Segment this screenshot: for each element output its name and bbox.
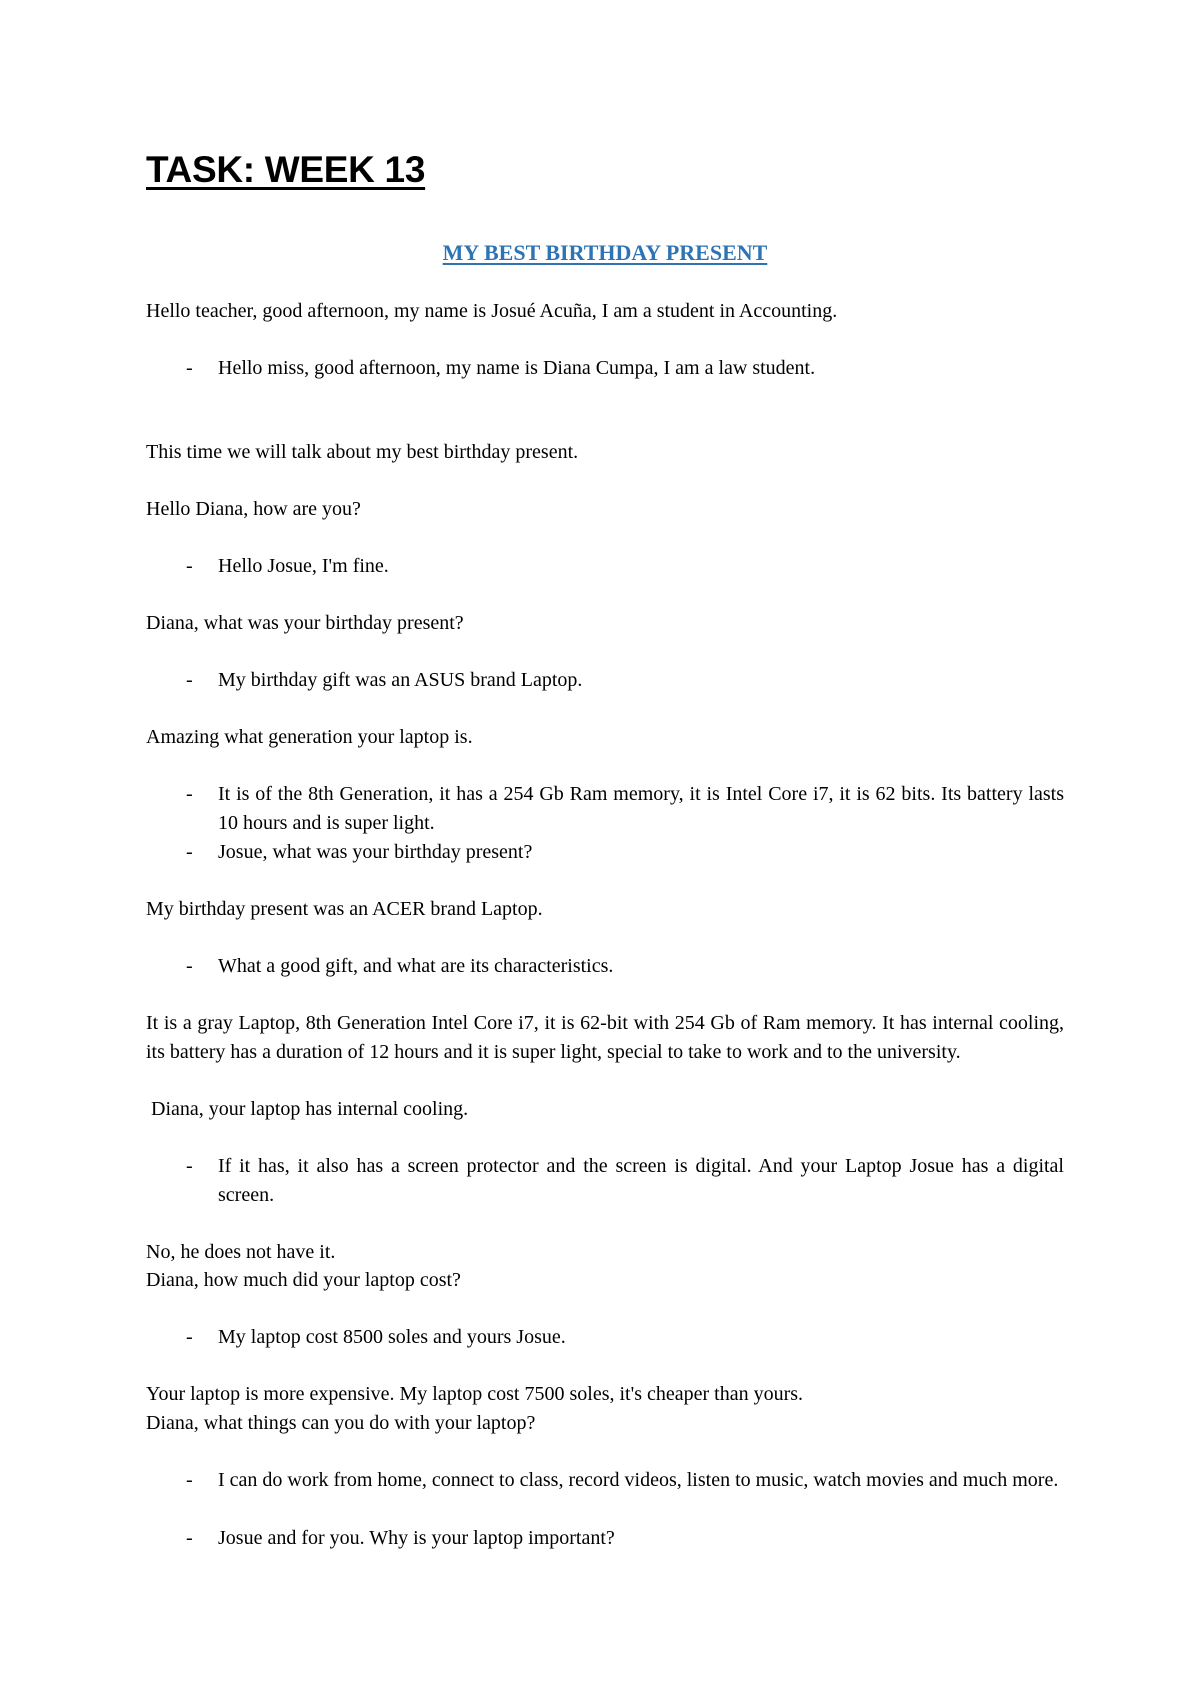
cost-answer-diana: My laptop cost 8500 soles and yours Josue.: [218, 1326, 566, 1348]
dialogue-bullet-item: [146, 1524, 1064, 1553]
dialogue-bullet-item: [146, 838, 1064, 867]
bullet-dash: -: [186, 1155, 193, 1177]
present-answer-diana: My birthday gift was an ASUS brand Laptop.: [218, 669, 583, 691]
bullet-dash: -: [186, 841, 193, 863]
cost-question: Diana, how much did your laptop cost?: [146, 1269, 461, 1291]
dialogue-bullet-item: [146, 552, 1064, 581]
bullet-dash: -: [186, 955, 193, 977]
dialogue-bullet-item: [146, 1466, 1064, 1495]
page-title: TASK: WEEK 13: [146, 149, 426, 190]
dialogue-bullet-item: [146, 780, 1064, 838]
bullet-dash: -: [186, 555, 193, 577]
intro-diana: Hello miss, good afternoon, my name is Diana Cumpa, I am a law student.: [218, 357, 816, 379]
greeting-question: Hello Diana, how are you?: [146, 498, 361, 520]
dialogue-bullet-item: [146, 952, 1064, 981]
bullet-dash: -: [186, 1527, 193, 1549]
uses-answer: I can do work from home, connect to class, record videos, listen to music, watch movies and much more.: [218, 1469, 1059, 1491]
present-question-josue: Josue, what was your birthday present?: [218, 841, 533, 863]
characteristics-question: What a good gift, and what are its characteristics.: [218, 955, 614, 977]
bullet-dash: -: [186, 1326, 193, 1348]
bullet-dash: -: [186, 783, 193, 805]
intro-josue: Hello teacher, good afternoon, my name is Josué Acuña, I am a student in Accounting.: [146, 300, 838, 322]
digital-screen-answer: No, he does not have it.: [146, 1241, 336, 1263]
greeting-answer: Hello Josue, I'm fine.: [218, 555, 389, 577]
uses-question: Diana, what things can you do with your laptop?: [146, 1412, 536, 1434]
dialogue-bullet-item: [146, 1152, 1064, 1210]
bullet-dash: -: [186, 669, 193, 691]
dialogue-bullet-item: [146, 666, 1064, 695]
topic-line: This time we will talk about my best birthday present.: [146, 441, 579, 463]
present-answer-josue: My birthday present was an ACER brand Laptop.: [146, 898, 543, 920]
importance-question: Josue and for you. Why is your laptop important?: [218, 1527, 615, 1549]
document-subtitle: MY BEST BIRTHDAY PRESENT: [442, 240, 768, 265]
characteristics-answer: It is a gray Laptop, 8th Generation Intel Core i7, it is 62-bit with 254 Gb of Ram memory. It has internal cooling, its battery has a duration of 12 hours and it is super light, special to take to work and to the university.: [146, 1012, 1064, 1063]
dialogue-bullet-item: [146, 354, 1064, 383]
bullet-dash: -: [186, 1469, 193, 1491]
cooling-question: Diana, your laptop has internal cooling.: [146, 1098, 469, 1120]
generation-question: Amazing what generation your laptop is.: [146, 726, 473, 748]
generation-answer: It is of the 8th Generation, it has a 254 Gb Ram memory, it is Intel Core i7, it is 62 bits. Its battery lasts 10 hours and is super light.: [218, 783, 1064, 834]
cooling-answer: If it has, it also has a screen protector and the screen is digital. And your Laptop Josue has a digital screen.: [218, 1155, 1064, 1206]
present-question-diana: Diana, what was your birthday present?: [146, 612, 464, 634]
dialogue-bullet-item: [146, 1323, 1064, 1352]
cost-answer-josue: Your laptop is more expensive. My laptop cost 7500 soles, it's cheaper than yours.: [146, 1383, 804, 1405]
bullet-dash: -: [186, 357, 193, 379]
